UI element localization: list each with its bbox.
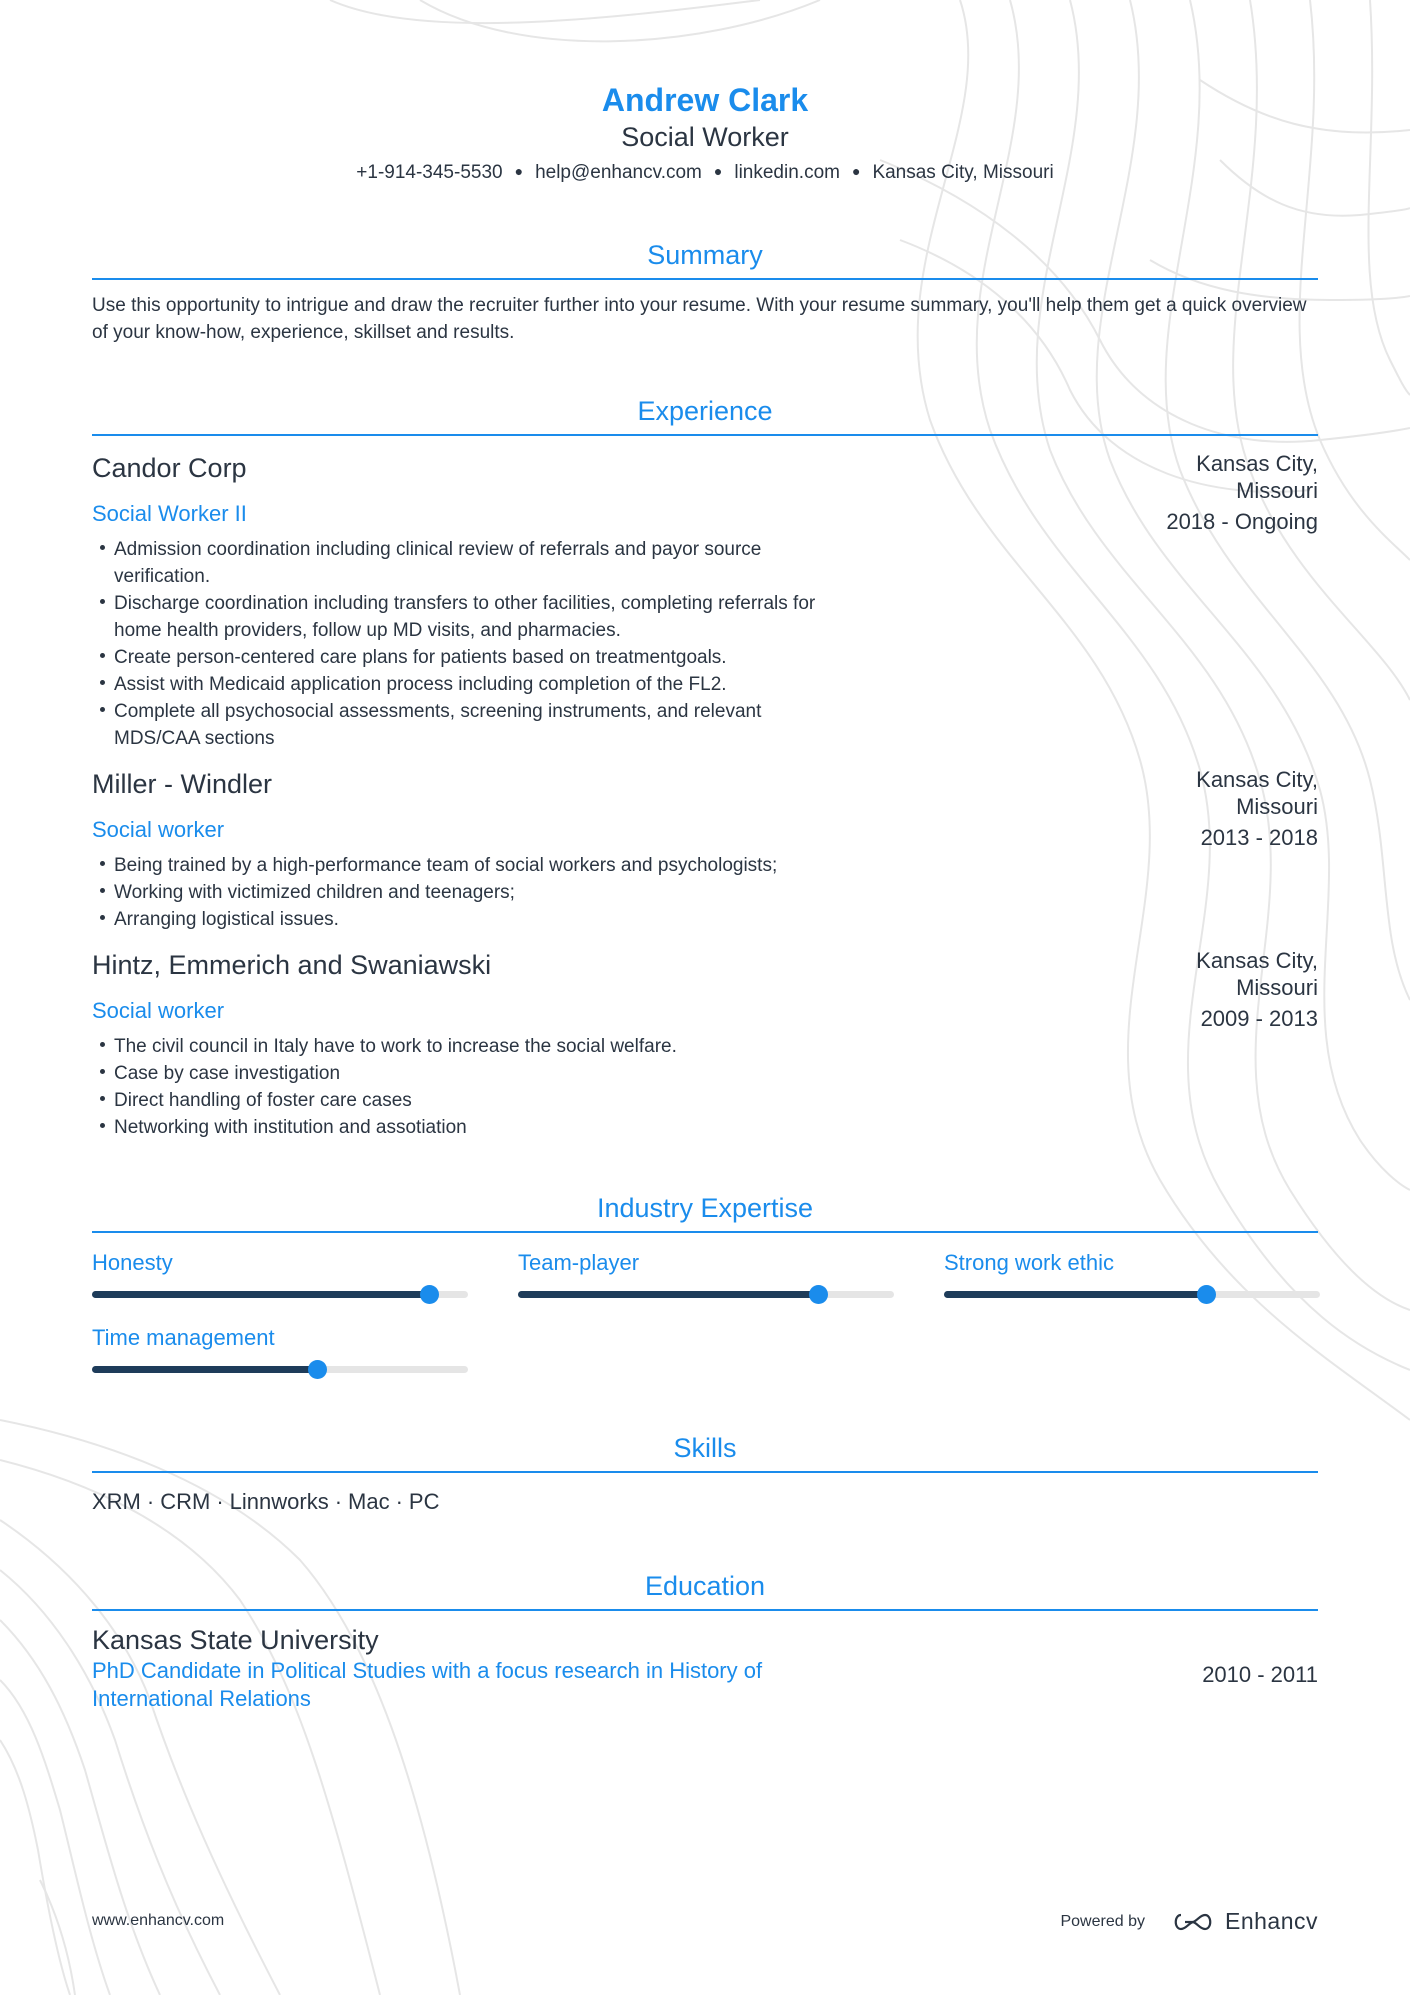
- skills-heading: Skills: [92, 1431, 1318, 1473]
- bullet-item: Create person-centered care plans for patients based on treatmentgoals.: [92, 644, 852, 671]
- experience-list: [92, 450, 1318, 1141]
- expertise-level-fill: [92, 1366, 318, 1373]
- job-location: Kansas City, Missouri: [1196, 767, 1318, 819]
- separator-dot: ·: [395, 1489, 403, 1514]
- bullet-item: Discharge coordination including transfers to other facilities, completing referrals for home health providers, follow up MD visits, and pharmacies.: [92, 590, 852, 644]
- expertise-name: Strong work ethic: [944, 1250, 1114, 1275]
- summary-text: Use this opportunity to intrigue and draw the recruiter further into your resume. With your resume summary, you'll help them get a quick overview of your know-how, experience, skillset and results.: [92, 295, 1307, 343]
- separator-dot: ·: [216, 1489, 224, 1514]
- job-entry: [92, 947, 1318, 1141]
- page-footer: [92, 1908, 1318, 1938]
- expertise-level-bar: [518, 1291, 894, 1298]
- skill-tag: Linnworks: [229, 1489, 329, 1514]
- bullet-item: Being trained by a high-performance team of social workers and psychologists;: [92, 852, 852, 879]
- expertise-item: [944, 1249, 1320, 1298]
- expertise-item: [92, 1249, 468, 1298]
- job-entry: [92, 766, 1318, 933]
- bullet-item: The civil council in Italy have to work to increase the social welfare.: [92, 1033, 852, 1060]
- expertise-level-fill: [518, 1291, 819, 1298]
- job-meta: [1168, 766, 1318, 851]
- job-role: Social worker: [92, 817, 225, 842]
- enhancv-brand-name[interactable]: Enhancv: [1224, 1908, 1318, 1934]
- bullet-item: Case by case investigation: [92, 1060, 852, 1087]
- job-company: Hintz, Emmerich and Swaniawski: [92, 950, 492, 980]
- expertise-level-bar: [92, 1291, 468, 1298]
- job-location: Kansas City, Missouri: [1196, 451, 1318, 503]
- summary-heading: Summary: [92, 238, 1318, 280]
- education-entry: [92, 1623, 1318, 1713]
- expertise-level-fill: [92, 1291, 430, 1298]
- expertise-name: Team-player: [518, 1250, 640, 1275]
- education-degree: PhD Candidate in Political Studies with a focus research in History of International Relations: [92, 1658, 763, 1711]
- job-bullets: [92, 536, 852, 752]
- job-bullets: [92, 1033, 852, 1141]
- job-role: Social Worker II: [92, 501, 247, 526]
- education-dates: 2010 - 2011: [1202, 1662, 1318, 1687]
- skill-tag: CRM: [160, 1489, 211, 1514]
- bullet-item: Complete all psychosocial assessments, screening instruments, and relevant MDS/CAA sections: [92, 698, 852, 752]
- job-company: Miller - Windler: [92, 769, 273, 799]
- job-dates: 2018 - Ongoing: [1166, 509, 1318, 534]
- job-dates: 2013 - 2018: [1200, 825, 1318, 850]
- skills-list: [92, 1487, 1318, 1517]
- job-role: Social worker: [92, 998, 225, 1023]
- enhancv-logo-icon: [1171, 1911, 1215, 1933]
- separator-dot: ·: [334, 1489, 343, 1514]
- job-company: Candor Corp: [92, 453, 247, 483]
- separator-dot: ●: [713, 163, 723, 179]
- candidate-name: Andrew Clark: [601, 82, 809, 118]
- contact-linkedin[interactable]: linkedin.com: [734, 162, 840, 183]
- job-location: Kansas City, Missouri: [1196, 948, 1318, 1000]
- expertise-level-knob: [420, 1285, 439, 1304]
- job-entry: [92, 450, 1318, 752]
- job-dates: 2009 - 2013: [1200, 1006, 1318, 1031]
- footer-website-link[interactable]: www.enhancv.com: [92, 1912, 225, 1929]
- footer-branding: [1060, 1908, 1318, 1935]
- job-meta: [1166, 450, 1318, 535]
- experience-heading: Experience: [92, 394, 1318, 436]
- skill-tag: XRM: [92, 1489, 141, 1514]
- education-heading: Education: [92, 1569, 1318, 1611]
- expertise-grid: [92, 1249, 1318, 1373]
- skill-tag: Mac: [348, 1489, 390, 1514]
- resume-page: [92, 0, 1318, 1713]
- job-bullets: [92, 852, 852, 933]
- expertise-level-bar: [92, 1366, 468, 1373]
- skill-tag: PC: [408, 1489, 440, 1514]
- expertise-level-knob: [1197, 1285, 1216, 1304]
- expertise-name: Time management: [92, 1325, 275, 1350]
- bullet-item: Direct handling of foster care cases: [92, 1087, 852, 1114]
- bullet-item: Networking with institution and assotiation: [92, 1114, 852, 1141]
- candidate-title: Social Worker: [621, 122, 789, 152]
- powered-by-label: Powered by: [1060, 1912, 1145, 1930]
- separator-dot: ·: [146, 1489, 155, 1514]
- bullet-item: Arranging logistical issues.: [92, 906, 852, 933]
- separator-dot: ●: [851, 163, 861, 179]
- separator-dot: ●: [514, 163, 524, 179]
- contact-location: Kansas City, Missouri: [872, 162, 1054, 183]
- education-school: Kansas State University: [92, 1625, 379, 1655]
- expertise-level-knob: [308, 1360, 327, 1379]
- bullet-item: Admission coordination including clinical review of referrals and payor source verification.: [92, 536, 852, 590]
- contact-line: [92, 160, 1318, 186]
- expertise-item: [92, 1324, 468, 1373]
- expertise-name: Honesty: [92, 1250, 173, 1275]
- expertise-item: [518, 1249, 894, 1298]
- contact-phone[interactable]: +1-914-345-5530: [356, 162, 503, 183]
- expertise-level-bar: [944, 1291, 1320, 1298]
- expertise-heading: Industry Expertise: [92, 1191, 1318, 1233]
- bullet-item: Assist with Medicaid application process including completion of the FL2.: [92, 671, 852, 698]
- expertise-level-knob: [809, 1285, 828, 1304]
- contact-email[interactable]: help@enhancv.com: [535, 162, 702, 183]
- resume-header: [92, 0, 1318, 186]
- bullet-item: Working with victimized children and teenagers;: [92, 879, 852, 906]
- expertise-level-fill: [944, 1291, 1207, 1298]
- job-meta: [1168, 947, 1318, 1032]
